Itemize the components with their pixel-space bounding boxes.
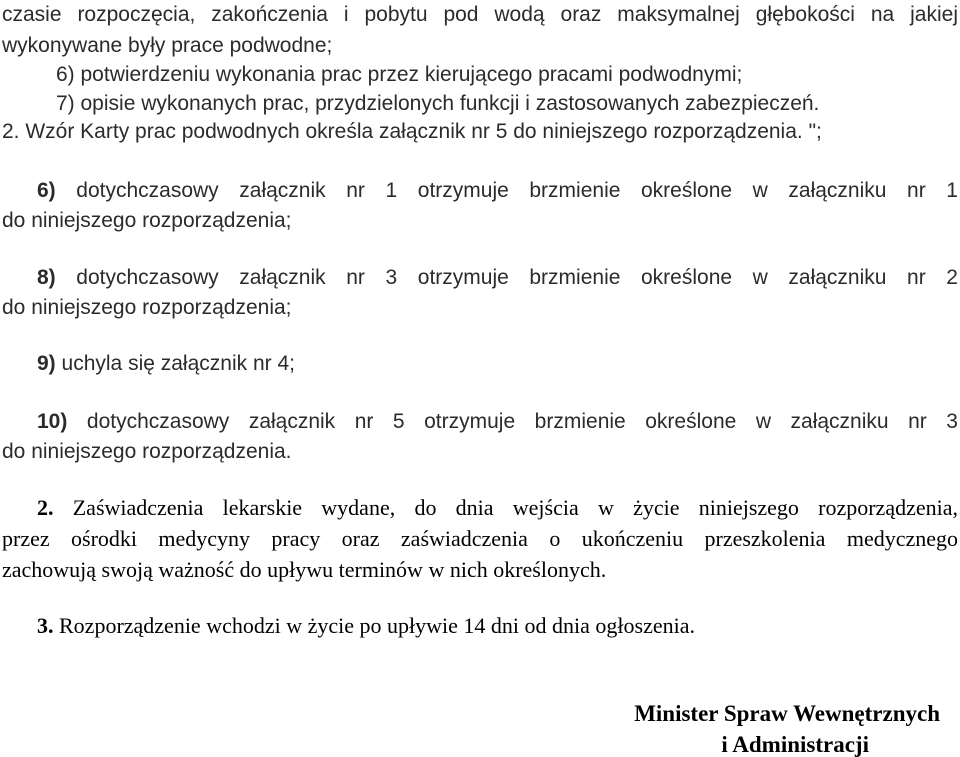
section-2-text: Zaświadczenia lekarskie wydane, do dnia wejścia w życie niniejszego rozporządzenia, [72, 495, 958, 520]
point-8-line-1 [37, 267, 958, 288]
section-3-number: 3. [37, 613, 54, 638]
section-2-line-3: zachowują swoją ważność do upływu terminów w nich określonych. [2, 557, 607, 582]
quoted-text-line-2: wykonywane były prace podwodne; [2, 34, 333, 57]
quoted-item-7: 7) opisie wykonanych prac, przydzielonych funkcji i zastosowanych zabezpieczeń. [56, 92, 820, 115]
point-8-line-2: do niniejszego rozporządzenia; [2, 296, 292, 319]
point-9-line-1 [37, 353, 958, 374]
signature-line-2: i Administracji [721, 732, 869, 757]
quoted-text-line-1: czasie rozpoczęcia, zakończenia i pobytu pod wodą oraz maksymalnej głębokości na jakiej [2, 3, 958, 26]
point-10-line-2: do niniejszego rozporządzenia. [2, 440, 292, 463]
point-6-text: dotychczasowy załącznik nr 1 otrzymuje brzmienie określone w załączniku nr 1 [76, 179, 958, 202]
point-9-text: uchyla się załącznik nr 4; [61, 352, 295, 375]
section-2-line-2: przez ośrodki medycyny pracy oraz zaświadczenia o ukończeniu przeszkolenia medycznego [2, 526, 958, 551]
quoted-paragraph-2: 2. Wzór Karty prac podwodnych określa załącznik nr 5 do niniejszego rozporządzenia. "; [2, 120, 822, 143]
section-2-line-1 [37, 497, 958, 519]
quoted-item-6: 6) potwierdzeniu wykonania prac przez kierującego pracami podwodnymi; [56, 63, 743, 86]
point-8-text: dotychczasowy załącznik nr 3 otrzymuje brzmienie określone w załączniku nr 2 [76, 266, 958, 289]
section-2-number: 2. [37, 495, 54, 520]
point-9-number: 9) [37, 352, 56, 375]
point-6-number: 6) [37, 179, 56, 202]
section-3-text: Rozporządzenie wchodzi w życie po upływie 14 dni od dnia ogłoszenia. [59, 613, 695, 638]
point-10-text: dotychczasowy załącznik nr 5 otrzymuje brzmienie określone w załączniku nr 3 [86, 410, 958, 433]
section-3-line-1 [37, 615, 958, 637]
point-10-line-1 [37, 411, 958, 432]
signature-line-1: Minister Spraw Wewnętrznych [634, 701, 940, 726]
point-6-line-1 [37, 180, 958, 201]
point-10-number: 10) [37, 410, 68, 433]
point-6-line-2: do niniejszego rozporządzenia; [2, 209, 292, 232]
point-8-number: 8) [37, 266, 56, 289]
